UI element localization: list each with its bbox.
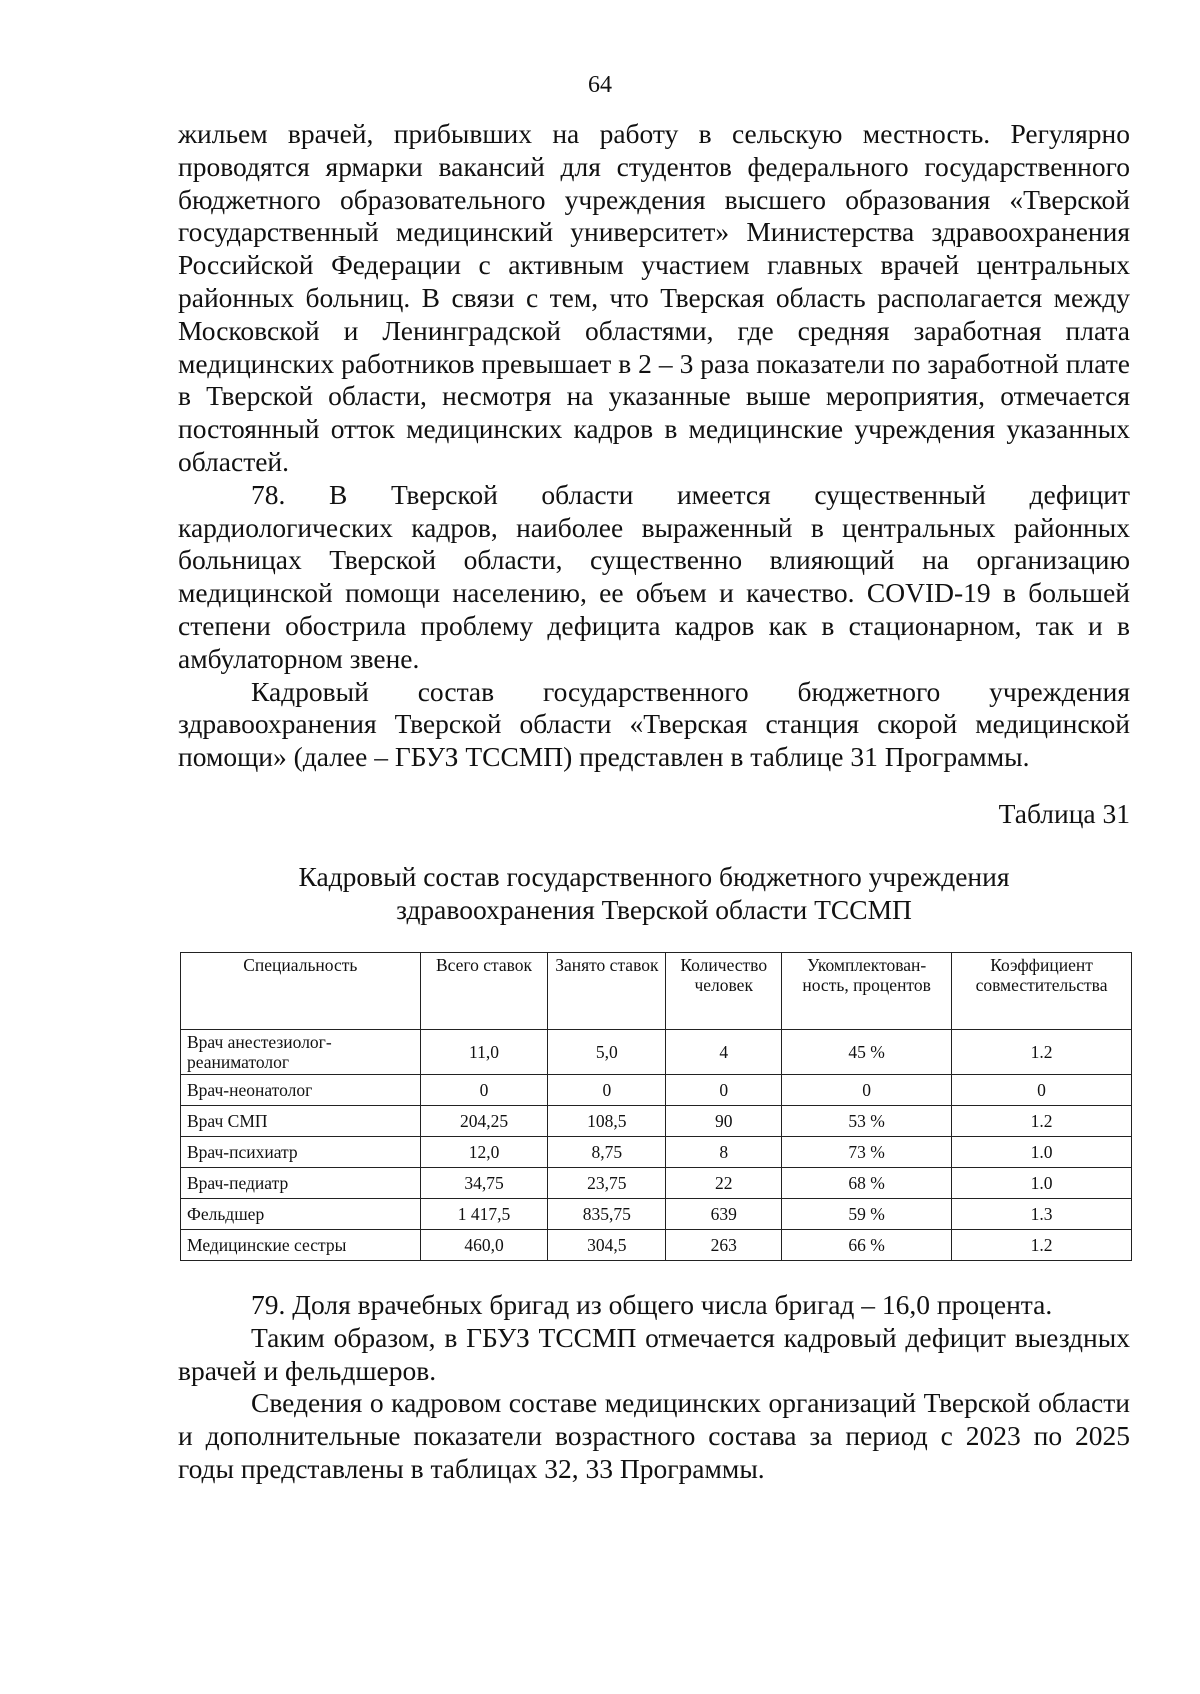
cell-coefficient: 1.3: [952, 1199, 1132, 1230]
cell-people: 4: [666, 1030, 782, 1075]
cell-specialty: Врач СМП: [181, 1106, 421, 1137]
body-text-top: [178, 118, 1130, 774]
cell-occupied: 304,5: [548, 1230, 666, 1261]
cell-coefficient: 1.2: [952, 1230, 1132, 1261]
table-label: Таблица 31: [998, 798, 1130, 829]
cell-percent: 73 %: [782, 1137, 952, 1168]
paragraph-staff-intro: Кадровый состав государственного бюджетного учреждения здравоохранения Тверской области «Тверская станция скорой медицинской помощи» (далее – ГБУЗ ТССМП) представлен в таблице 31 Программы.: [178, 675, 1130, 773]
cell-total: 1 417,5: [420, 1199, 548, 1230]
cell-occupied: 108,5: [548, 1106, 666, 1137]
cell-people: 0: [666, 1075, 782, 1106]
cell-total: 34,75: [420, 1168, 548, 1199]
cell-coefficient: 0: [952, 1075, 1132, 1106]
cell-people: 639: [666, 1199, 782, 1230]
cell-occupied: 0: [548, 1075, 666, 1106]
cell-percent: 68 %: [782, 1168, 952, 1199]
table-row: [181, 1030, 1132, 1075]
cell-specialty: Врач-психиатр: [181, 1137, 421, 1168]
header-people-count: Количество человек: [666, 953, 782, 1030]
table-row: [181, 1168, 1132, 1199]
cell-specialty: Фельдшер: [181, 1199, 421, 1230]
cell-percent: 59 %: [782, 1199, 952, 1230]
table-title-line: здравоохранения Тверской области ТССМП: [396, 894, 912, 925]
cell-total: 204,25: [420, 1106, 548, 1137]
cell-coefficient: 1.2: [952, 1106, 1132, 1137]
cell-percent: 66 %: [782, 1230, 952, 1261]
paragraph-reference: Сведения о кадровом составе медицинских организаций Тверской области и дополнительные показатели возрастного состава за период с 2023 по 2025 годы представлены в таблицах 32, 33 Программы.: [178, 1387, 1130, 1484]
page-number: 64: [588, 72, 612, 98]
cell-people: 90: [666, 1106, 782, 1137]
cell-total: 0: [420, 1075, 548, 1106]
header-specialty: Специальность: [181, 953, 421, 1030]
table-title-line: Кадровый состав государственного бюджетного учреждения: [298, 861, 1010, 892]
paragraph-conclusion: Таким образом, в ГБУЗ ТССМП отмечается кадровый дефицит выездных врачей и фельдшеров.: [178, 1321, 1130, 1386]
table-row: [181, 1199, 1132, 1230]
header-staffing-percent: Укомплектован-ность, процентов: [782, 953, 952, 1030]
header-coefficient: Коэффициент совместительства: [952, 953, 1132, 1030]
cell-coefficient: 1.0: [952, 1137, 1132, 1168]
table-row: [181, 1230, 1132, 1261]
cell-people: 8: [666, 1137, 782, 1168]
cell-occupied: 8,75: [548, 1137, 666, 1168]
header-occupied-rates: Занято ставок: [548, 953, 666, 1030]
staff-table: [180, 952, 1132, 1261]
table-row: [181, 1137, 1132, 1168]
paragraph-79: 79. Доля врачебных бригад из общего числа бригад – 16,0 процента.: [251, 1289, 1053, 1320]
table-row: [181, 1075, 1132, 1106]
table-title: [178, 860, 1130, 926]
cell-occupied: 5,0: [548, 1030, 666, 1075]
cell-people: 263: [666, 1230, 782, 1261]
table-header-row: [181, 953, 1132, 1030]
table-row: [181, 1106, 1132, 1137]
cell-percent: 0: [782, 1075, 952, 1106]
cell-percent: 45 %: [782, 1030, 952, 1075]
paragraph: жильем врачей, прибывших на работу в сельскую местность. Регулярно проводятся ярмарки вакансий для студентов федерального государственного бюджетного образовательного учреждения высшего образования «Тверской государственный медицинский университет» Министерства здравоохранения Российской Федерации с активным участием главных врачей центральных районных больниц. В связи с тем, что Тверская область располагается между Московской и Ленинградской областями, где средняя заработная плата медицинских работников превышает в 2 – 3 раза показатели по заработной плате в Тверской области, несмотря на указанные выше мероприятия, отмечается постоянный отток медицинских кадров в медицинские учреждения указанных областей.: [178, 118, 1130, 477]
paragraph-78: 78. В Тверской области имеется существенный дефицит кардиологических кадров, наиболее выраженный в центральных районных больницах Тверской области, существенно влияющий на организацию медицинской помощи населению, ее объем и качество. COVID-19 в большей степени обострила проблему дефицита кадров как в стационарном, так и в амбулаторном звене.: [178, 478, 1130, 674]
cell-total: 12,0: [420, 1137, 548, 1168]
body-text-bottom: [178, 1289, 1130, 1486]
cell-percent: 53 %: [782, 1106, 952, 1137]
cell-total: 11,0: [420, 1030, 548, 1075]
cell-coefficient: 1.0: [952, 1168, 1132, 1199]
cell-occupied: 23,75: [548, 1168, 666, 1199]
cell-occupied: 835,75: [548, 1199, 666, 1230]
cell-specialty: Медицинские сестры: [181, 1230, 421, 1261]
cell-total: 460,0: [420, 1230, 548, 1261]
cell-specialty: Врач анестезиолог-реаниматолог: [181, 1030, 421, 1075]
cell-coefficient: 1.2: [952, 1030, 1132, 1075]
cell-specialty: Врач-педиатр: [181, 1168, 421, 1199]
cell-people: 22: [666, 1168, 782, 1199]
header-total-rates: Всего ставок: [420, 953, 548, 1030]
cell-specialty: Врач-неонатолог: [181, 1075, 421, 1106]
